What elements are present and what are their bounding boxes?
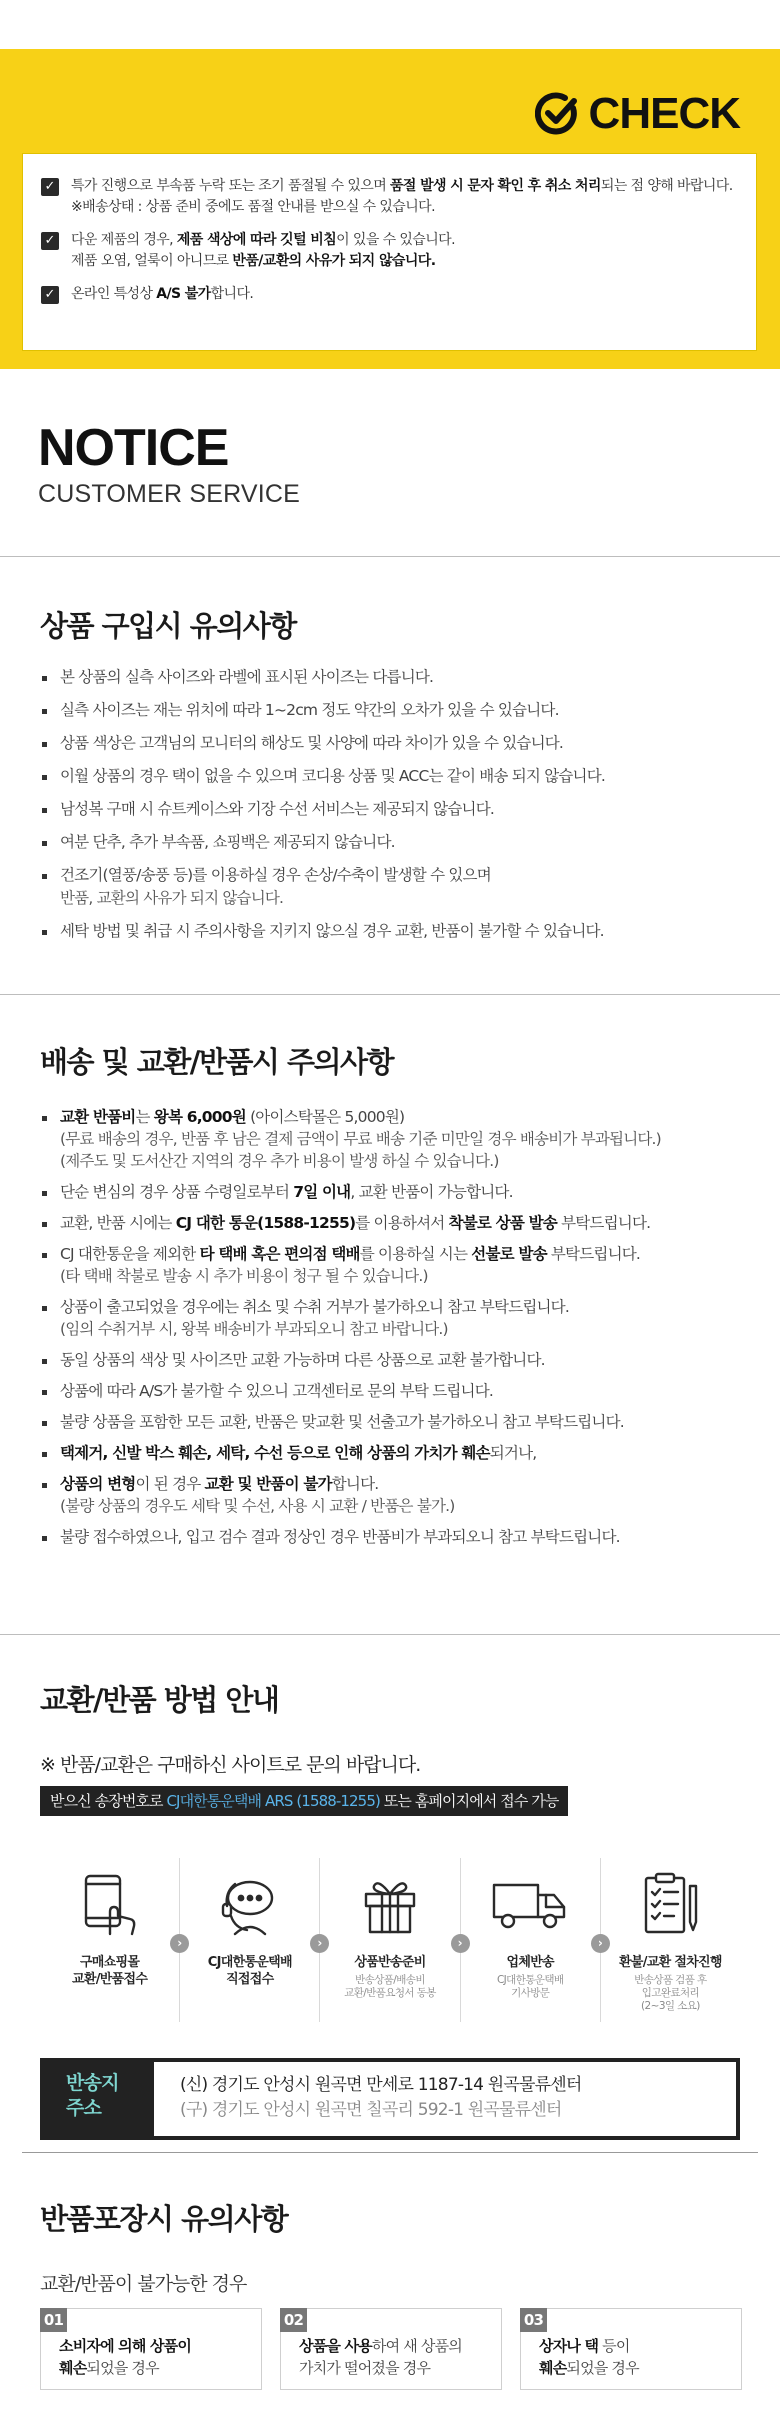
text-line	[60, 1495, 750, 1517]
packing-card	[520, 2308, 742, 2390]
text-line	[60, 1128, 750, 1150]
plain-text: 불량 상품을 포함한 모든 교환, 반품은 맞교환 및 선출고가 불가하오니 참고 부탁드립니다.	[60, 1413, 624, 1431]
plain-text: 되었을 경우	[86, 2359, 159, 2377]
list-item	[40, 666, 750, 689]
purchase-section-title: 상품 구입시 유의사항	[40, 609, 296, 643]
text-line	[299, 2335, 501, 2357]
check-logo-text: CHECK	[588, 89, 740, 138]
text-line	[299, 2357, 501, 2379]
shipping-list	[40, 1106, 750, 1557]
plain-text: 특가 진행으로 부속품 누락 또는 조기 품절될 수 있으며	[71, 178, 390, 194]
step-desc: 기사방문	[511, 1987, 550, 1999]
text-line	[60, 1106, 750, 1128]
return-bar-prefix: 받으신 송장번호로	[50, 1792, 167, 1810]
text-line	[60, 864, 750, 887]
check-item	[41, 230, 736, 272]
text-line	[60, 1526, 750, 1548]
section-divider	[0, 994, 780, 995]
emphasis-text: 착불로 상품 발송	[448, 1214, 557, 1232]
check-list-box	[22, 153, 757, 351]
emphasis-text: 소비자에 의해 상품이	[59, 2337, 192, 2355]
text-line	[60, 666, 750, 689]
step-desc: CJ대한통운택배	[496, 1974, 564, 1986]
text-line	[60, 699, 750, 722]
notice-subtitle: CUSTOMER SERVICE	[38, 480, 301, 508]
return-guide-title: 교환/반품 방법 안내	[40, 1683, 279, 1717]
return-address-body	[154, 2062, 582, 2136]
text-line	[59, 2335, 261, 2357]
list-item	[40, 1380, 750, 1402]
list-item	[40, 1442, 750, 1464]
plain-text: 는	[135, 1108, 154, 1126]
plain-text: 남성복 구매 시 슈트케이스와 기장 수선 서비스는 제공되지 않습니다.	[60, 800, 494, 818]
text-line	[60, 732, 750, 755]
checkbox-checked-icon: ✓	[41, 286, 59, 304]
text-line	[539, 2335, 741, 2357]
plain-text: (제주도 및 도서산간 지역의 경우 추가 비용이 발생 하실 수 있습니다.)	[60, 1152, 499, 1170]
list-item	[40, 1411, 750, 1433]
plain-text: 단순 변심의 경우 상품 수령일로부터	[60, 1183, 294, 1201]
chevron-right-icon: ›	[451, 1934, 470, 1953]
chevron-right-icon: ›	[310, 1934, 329, 1953]
notice-title: NOTICE	[38, 419, 229, 477]
card-number: 03	[520, 2308, 547, 2332]
plain-text: (임의 수취거부 시, 왕복 배송비가 부과되오니 참고 바랍니다.)	[60, 1320, 448, 1338]
text-line	[60, 1318, 750, 1340]
check-item-text	[71, 230, 455, 272]
step-desc: 입고완료처리	[641, 1987, 700, 1999]
plain-text: 하여 새 상품의	[371, 2337, 462, 2355]
text-line	[60, 1243, 750, 1265]
return-step	[461, 1858, 601, 2022]
text-line	[60, 1212, 750, 1234]
address-label-line: 반송지	[66, 2072, 119, 2094]
list-item	[40, 831, 750, 854]
text-line	[60, 1181, 750, 1203]
list-item	[40, 1526, 750, 1548]
step-title: 직접접수	[226, 1972, 274, 1987]
plain-text: 온라인 특성상	[71, 286, 157, 302]
plain-text: 상품에 따라 A/S가 불가할 수 있으니 고객센터로 문의 부탁 드립니다.	[60, 1382, 494, 1400]
check-item	[41, 284, 736, 305]
emphasis-text: 훼손	[539, 2359, 567, 2377]
check-banner	[0, 49, 780, 369]
return-step	[180, 1858, 323, 2022]
check-item	[41, 176, 736, 218]
text-line	[59, 2357, 261, 2379]
return-bar-highlight: CJ대한통운택배 ARS (1588-1255)	[166, 1792, 380, 1810]
plain-text: 제품 오염, 얼룩이 아니므로	[71, 253, 233, 269]
section-divider	[22, 2152, 758, 2153]
list-item	[40, 1212, 750, 1234]
plain-text: 를 이용하셔서	[355, 1214, 449, 1232]
plain-text: 합니다.	[210, 286, 254, 302]
text-line	[60, 1380, 750, 1402]
plain-text: 이월 상품의 경우 택이 없을 수 있으며 코디용 상품 및 ACC는 같이 배송 되지 않습니다.	[60, 767, 606, 785]
text-line	[60, 1473, 750, 1495]
step-desc: 반송상품 검품 후	[634, 1974, 707, 1986]
return-step	[40, 1858, 183, 2022]
emphasis-text: 반품/교환의 사유가 되지 않습니다.	[232, 253, 436, 269]
plain-text: 합니다.	[331, 1475, 379, 1493]
return-guide-note: ※ 반품/교환은 구매하신 사이트로 문의 바랍니다.	[40, 1754, 421, 1776]
emphasis-text: 훼손	[59, 2359, 87, 2377]
check-logo	[535, 87, 740, 141]
step-title: 교환/반품접수	[72, 1972, 148, 1987]
emphasis-text: 제품 색상에 따라 깃털 비침	[176, 232, 337, 248]
text-line	[60, 1442, 750, 1464]
address-new: (신) 경기도 안성시 원곡면 만세로 1187-14 원곡물류센터	[180, 2075, 582, 2095]
list-item	[40, 699, 750, 722]
card-text	[59, 2335, 261, 2379]
packing-cards	[40, 2308, 742, 2390]
step-title: CJ대한통운택배	[207, 1955, 292, 1970]
emphasis-text: 상품의 변형	[60, 1475, 136, 1493]
plain-text: 실측 사이즈는 재는 위치에 따라 1~2cm 정도 약간의 오차가 있을 수 있습니다.	[60, 701, 559, 719]
emphasis-text: 교환 및 반품이 불가	[204, 1475, 332, 1493]
list-item	[40, 732, 750, 755]
plain-text: 부탁드립니다.	[546, 1245, 641, 1263]
plain-text: ※배송상태 : 상품 준비 중에도 품절 안내를 받으실 수 있습니다.	[71, 199, 435, 215]
plain-text: 부탁드립니다.	[556, 1214, 651, 1232]
text-line	[60, 920, 750, 943]
return-step	[320, 1858, 463, 2022]
plain-text: 상품이 출고되었을 경우에는 취소 및 수취 거부가 불가하오니 참고 부탁드립니다.	[60, 1298, 569, 1316]
list-item	[40, 798, 750, 821]
list-item	[40, 1106, 750, 1172]
delivery-truck-icon	[490, 1877, 570, 1933]
card-text	[539, 2335, 741, 2379]
emphasis-text: 왕복 6,000원	[153, 1108, 246, 1126]
text-line	[71, 284, 253, 305]
plain-text: 여분 단추, 추가 부속품, 쇼핑백은 제공되지 않습니다.	[60, 833, 395, 851]
step-title: 환불/교환 절차진행	[619, 1955, 722, 1970]
list-item	[40, 1473, 750, 1517]
list-item	[40, 765, 750, 788]
emphasis-text: CJ 대한 통운(1588-1255)	[175, 1214, 356, 1232]
plain-text: (불량 상품의 경우도 세탁 및 수선, 사용 시 교환 / 반품은 불가.)	[60, 1497, 455, 1515]
step-desc: (2~3일 소요)	[641, 2000, 700, 2012]
text-line	[539, 2357, 741, 2379]
return-address-label	[44, 2062, 154, 2136]
text-line	[60, 1150, 750, 1172]
plain-text: 등이	[598, 2337, 630, 2355]
plain-text: 건조기(열풍/송풍 등)를 이용하실 경우 손상/수축이 발생할 수 있으며	[60, 866, 491, 884]
check-item-text	[71, 176, 733, 218]
plain-text: 를 이용하실 시는	[359, 1245, 472, 1263]
plain-text: 상품 색상은 고객님의 모니터의 해상도 및 사양에 따라 차이가 있을 수 있습니다.	[60, 734, 564, 752]
return-step	[601, 1858, 740, 2022]
emphasis-text: 상품을 사용	[299, 2337, 372, 2355]
plain-text: 다운 제품의 경우,	[71, 232, 177, 248]
card-text	[299, 2335, 501, 2379]
emphasis-text: 타 택배 혹은 편의점 택배	[199, 1245, 360, 1263]
return-steps	[40, 1858, 740, 2022]
purchase-list	[40, 666, 750, 953]
emphasis-text: 택제거, 신발 박스 훼손, 세탁, 수선 등으로 인해 상품의 가치가 훼손	[60, 1444, 490, 1462]
plain-text: 되었을 경우	[566, 2359, 639, 2377]
list-item	[40, 920, 750, 943]
plain-text: (타 택배 착불로 발송 시 추가 비용이 청구 될 수 있습니다.)	[60, 1267, 428, 1285]
step-desc: 교환/반품요청서 동봉	[344, 1987, 436, 1999]
text-line	[60, 798, 750, 821]
plain-text: 교환, 반품 시에는	[60, 1214, 176, 1232]
list-item	[40, 864, 750, 910]
emphasis-text: A/S 불가	[156, 286, 211, 302]
checkbox-checked-icon: ✓	[41, 178, 59, 196]
section-divider	[0, 556, 780, 557]
tablet-hand-icon	[80, 1872, 140, 1938]
plain-text: 세탁 방법 및 취급 시 주의사항을 지키지 않으실 경우 교환, 반품이 불가할 수 있습니다.	[60, 922, 604, 940]
packing-card	[280, 2308, 502, 2390]
plain-text: 이 있을 수 있습니다.	[336, 232, 455, 248]
emphasis-text: 교환 반품비	[60, 1108, 136, 1126]
plain-text: (무료 배송의 경우, 반품 후 남은 결제 금액이 무료 배송 기준 미만일 경우 배송비가 부과됩니다.)	[60, 1130, 661, 1148]
shipping-section-title: 배송 및 교환/반품시 주의사항	[40, 1045, 394, 1079]
plain-text: 본 상품의 실측 사이즈와 라벨에 표시된 사이즈는 다릅니다.	[60, 668, 434, 686]
card-number: 01	[40, 2308, 67, 2332]
section-divider	[0, 1634, 780, 1635]
return-contact-bar	[40, 1786, 568, 1816]
return-bar-suffix: 또는 홈페이지에서 접수 가능	[379, 1792, 559, 1810]
plain-text: 가치가 떨어졌을 경우	[299, 2359, 431, 2377]
plain-text: 반품, 교환의 사유가 되지 않습니다.	[60, 889, 284, 907]
return-address-box	[40, 2058, 740, 2140]
plain-text: 동일 상품의 색상 및 사이즈만 교환 가능하며 다른 상품으로 교환 불가합니다.	[60, 1351, 545, 1369]
emphasis-text: 상자나 택	[539, 2337, 599, 2355]
check-circle-icon	[535, 92, 579, 136]
step-title: 업체반송	[506, 1955, 554, 1970]
text-line	[71, 251, 455, 272]
text-line	[60, 831, 750, 854]
address-old: (구) 경기도 안성시 원곡면 칠곡리 592-1 원곡물류센터	[180, 2100, 562, 2120]
check-item-text	[71, 284, 253, 305]
emphasis-text: 선불로 발송	[471, 1245, 547, 1263]
plain-text: CJ 대한통운을 제외한	[60, 1245, 200, 1263]
list-item	[40, 1243, 750, 1287]
notice-header	[38, 420, 300, 509]
gift-box-icon	[360, 1874, 420, 1936]
clipboard-check-icon	[640, 1872, 700, 1938]
text-line	[71, 176, 733, 197]
plain-text: , 교환 반품이 가능합니다.	[350, 1183, 513, 1201]
plain-text: 불량 접수하였으나, 입고 검수 결과 정상인 경우 반품비가 부과되오니 참고 부탁드립니다.	[60, 1528, 620, 1546]
packing-section-title: 반품포장시 유의사항	[40, 2202, 288, 2236]
text-line	[71, 197, 733, 218]
text-line	[60, 887, 750, 910]
step-desc: 반송상품/배송비	[355, 1974, 425, 1986]
step-title: 구매쇼핑몰	[79, 1955, 140, 1970]
packing-card	[40, 2308, 262, 2390]
checkbox-checked-icon: ✓	[41, 232, 59, 250]
list-item	[40, 1181, 750, 1203]
plain-text: 되는 점 양해 바랍니다.	[600, 178, 733, 194]
packing-subtitle: 교환/반품이 불가능한 경우	[40, 2273, 247, 2295]
list-item	[40, 1349, 750, 1371]
plain-text: 이 된 경우	[135, 1475, 205, 1493]
step-title: 상품반송준비	[354, 1955, 426, 1970]
plain-text: 되거나,	[489, 1444, 537, 1462]
card-number: 02	[280, 2308, 307, 2332]
address-label-line: 주소	[66, 2097, 102, 2119]
plain-text: (아이스탁몰은 5,000원)	[245, 1108, 405, 1126]
emphasis-text: 7일 이내	[293, 1183, 351, 1201]
list-item	[40, 1296, 750, 1340]
text-line	[60, 1411, 750, 1433]
chevron-right-icon: ›	[170, 1934, 189, 1953]
text-line	[60, 1296, 750, 1318]
text-line	[60, 1349, 750, 1371]
text-line	[71, 230, 455, 251]
text-line	[60, 765, 750, 788]
text-line	[60, 1265, 750, 1287]
chevron-right-icon: ›	[591, 1934, 610, 1953]
headset-chat-icon	[217, 1872, 283, 1938]
emphasis-text: 품절 발생 시 문자 확인 후 취소 처리	[389, 178, 601, 194]
